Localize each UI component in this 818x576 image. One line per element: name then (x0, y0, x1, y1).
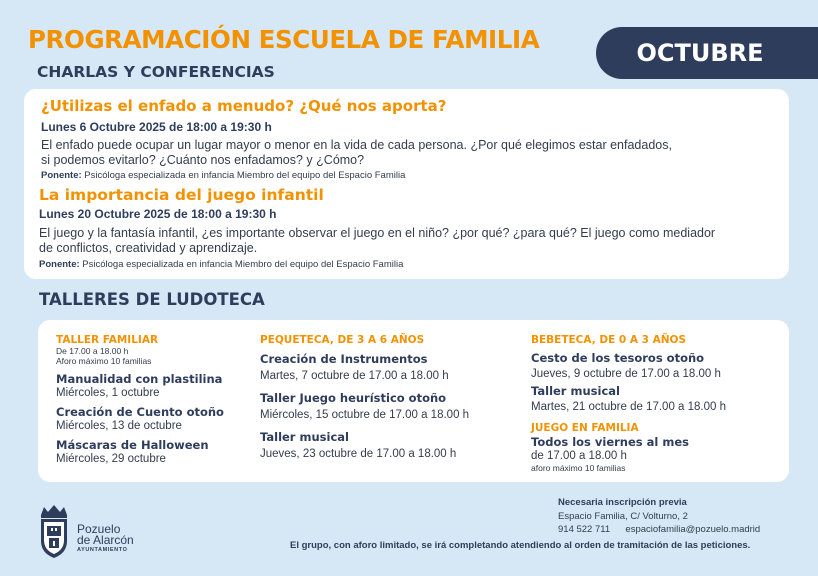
juego-familia-capacity: aforo máximo 10 familias (531, 463, 626, 473)
activity-title: Máscaras de Halloween (56, 438, 209, 452)
activity-date: Miércoles, 29 octubre (56, 453, 166, 465)
logo-name-line: de Alarcón (77, 533, 134, 547)
talk-1-description (41, 138, 672, 168)
taller-familiar-heading: TALLER FAMILIAR (56, 334, 159, 346)
contact-line (558, 523, 760, 537)
speaker-name: Psicóloga especializada en infancia Miembro del equipo del Espacio Familia (84, 170, 406, 181)
activity-title: Creación de Instrumentos (260, 352, 428, 366)
logo-name (77, 524, 134, 546)
activity-date: Jueves, 23 octubre de 17.00 a 18.00 h (260, 448, 457, 460)
talk-1-speaker (41, 170, 405, 181)
talks-panel (24, 89, 789, 279)
activity-date: Martes, 21 octubre de 17.00 a 18.00 h (531, 401, 726, 413)
activity-date: Miércoles, 15 octubre de 17.00 a 18.00 h (260, 409, 470, 421)
section-title-workshops: TALLERES DE LUDOTECA (39, 290, 265, 309)
workshops-panel (38, 320, 789, 482)
footer-note: El grupo, con aforo limitado, se irá completando atendiendo al orden de tramitación de las peticiones. (290, 540, 751, 551)
pequeteca-heading: PEQUETECA, DE 3 A 6 AÑOS (260, 334, 425, 346)
activity-title: Cesto de los tesoros otoño (531, 351, 705, 365)
bebeteca-heading: BEBETECA, DE 0 A 3 AÑOS (531, 334, 687, 346)
activity-date: Miércoles, 13 de octubre (56, 420, 182, 432)
activity-date: Martes, 7 octubre de 17.00 a 18.00 h (260, 370, 449, 382)
bebeteca-column (531, 334, 726, 473)
talk-1-description-line: si podemos evitarlo? ¿Cuánto nos enfadamos? y ¿Cómo? (41, 153, 365, 167)
speaker-name: Psicóloga especializada en infancia Miembro del equipo del Espacio Familia (82, 259, 404, 270)
juego-familia-title: Todos los viernes al mes (531, 435, 689, 449)
page-title: PROGRAMACIÓN ESCUELA DE FAMILIA (28, 25, 540, 54)
taller-familiar-time: De 17.00 a 18.00 h (56, 346, 129, 356)
contact-address: Espacio Familia, C/ Volturno, 2 (558, 510, 688, 522)
activity-title: Taller Juego heurístico otoño (260, 391, 447, 405)
talk-1-date: Lunes 6 Octubre 2025 de 18:00 a 19:30 h (41, 120, 272, 134)
talk-2-speaker (39, 259, 403, 270)
talk-2-date: Lunes 20 Octubre 2025 de 18:00 a 19:30 h (39, 207, 277, 221)
talk-2-description (39, 226, 715, 256)
month-badge: OCTUBRE (596, 27, 818, 79)
talk-2-description-line: de conflictos, creatividad y aprendizaje. (39, 241, 258, 255)
activity-date: Jueves, 9 octubre de 17.00 a 18.00 h (531, 368, 721, 380)
activity-title: Taller musical (531, 384, 620, 398)
activity-date: Miércoles, 1 octubre (56, 387, 160, 399)
activity-title: Creación de Cuento otoño (56, 405, 224, 419)
juego-familia-time: de 17.00 a 18.00 h (531, 450, 627, 462)
taller-familiar-capacity: Aforo máximo 10 familias (56, 356, 152, 366)
talk-1-title: ¿Utilizas el enfado a menudo? ¿Qué nos aporta? (41, 97, 447, 115)
logo-name-line: Pozuelo (77, 522, 121, 536)
pequeteca-column (260, 334, 469, 461)
talk-1-description-line: El enfado puede ocupar un lugar mayor o menor en la vida de cada persona. ¿Por qué elegimos estar enfadados, (41, 138, 672, 152)
speaker-label: Ponente: (41, 170, 82, 181)
section-title-talks: CHARLAS Y CONFERENCIAS (37, 63, 275, 81)
activity-title: Manualidad con plastilina (56, 372, 223, 386)
juego-familia-heading: JUEGO EN FAMILIA (531, 422, 639, 434)
logo-subtitle: AYUNTAMIENTO (77, 547, 128, 553)
contact-phone[interactable]: 914 522 711 (558, 524, 611, 535)
talk-2-title: La importancia del juego infantil (39, 186, 324, 204)
talk-2-description-line: El juego y la fantasía infantil, ¿es importante observar el juego en el niño? ¿por qué? ¿para qué? El juego como mediador (39, 226, 716, 240)
registration-note: Necesaria inscripción previa (558, 497, 687, 508)
contact-block (558, 496, 760, 537)
contact-email[interactable]: espaciofamilia@pozuelo.madrid (625, 524, 761, 535)
taller-familiar-column (56, 334, 224, 466)
speaker-label: Ponente: (39, 259, 80, 270)
activity-title: Taller musical (260, 430, 349, 444)
